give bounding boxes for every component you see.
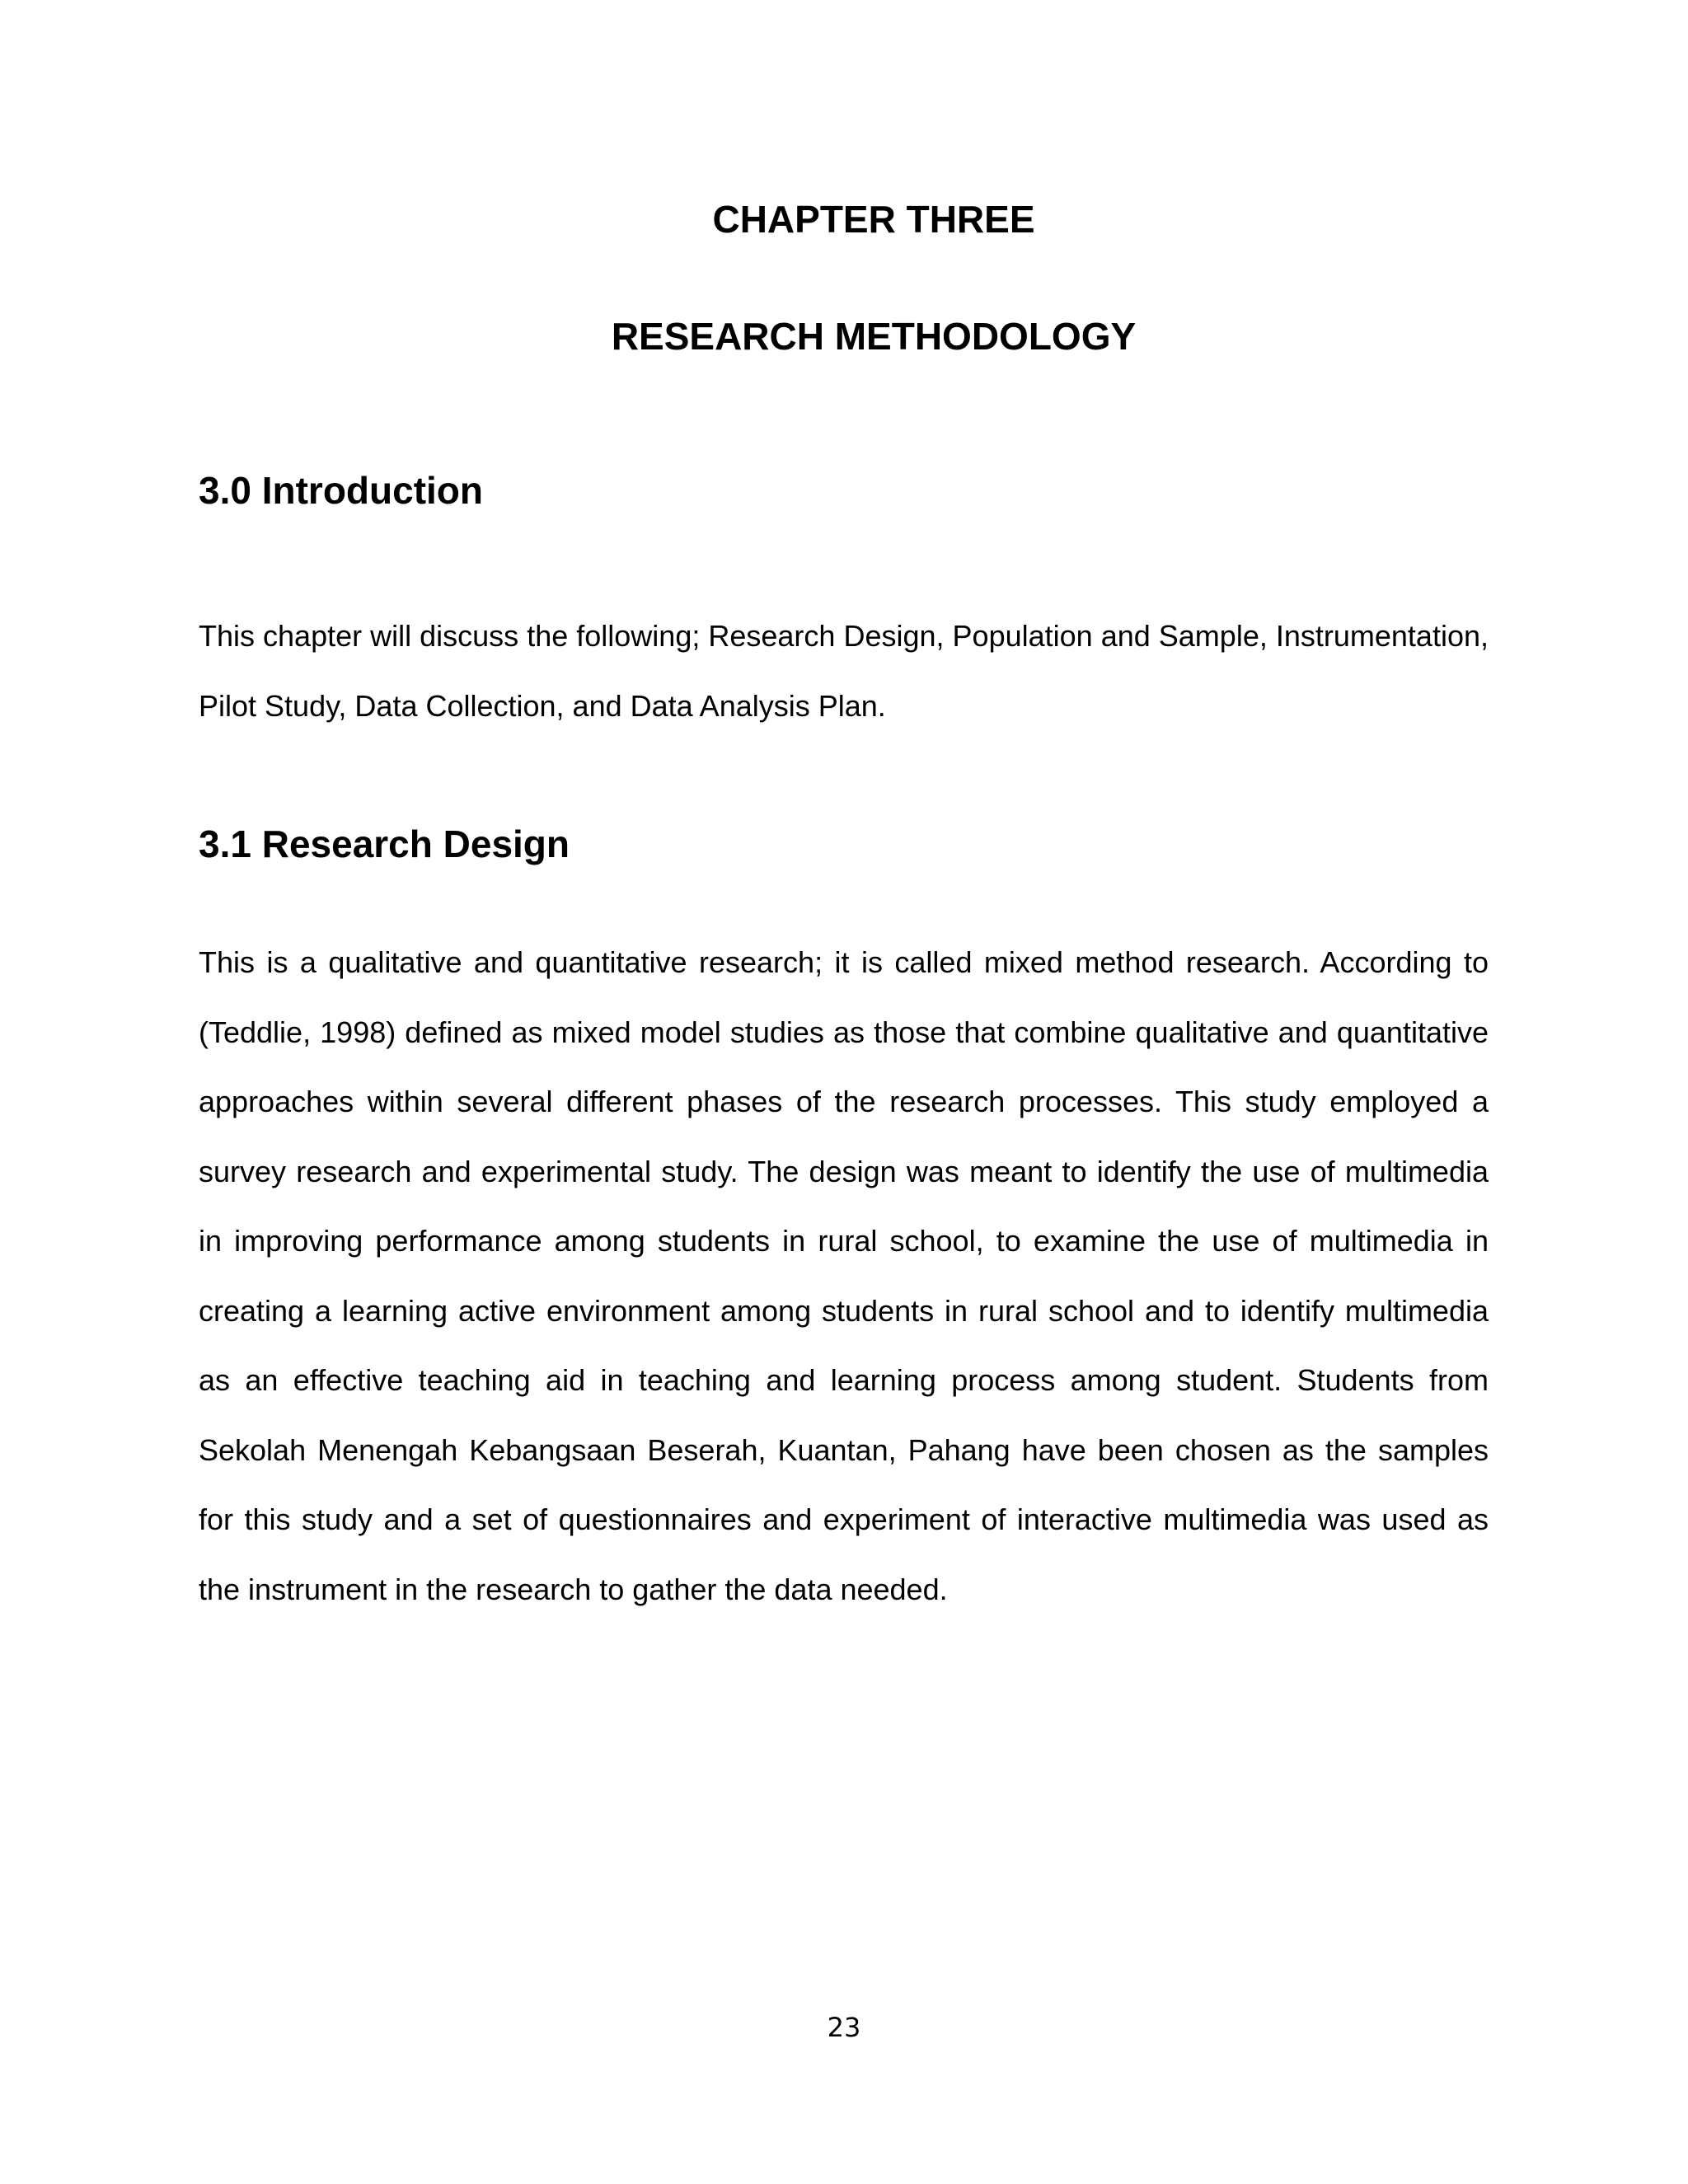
chapter-subtitle: RESEARCH METHODOLOGY [611,315,1137,358]
paragraph-introduction: This chapter will discuss the following; Research Design, Population and Sample, Instrumentation, Pilot Study, Data Collection, and Data Analysis Plan. [199,619,1489,723]
section-heading-research-design: 3.1 Research Design [199,823,570,865]
page-number: 23 [827,2012,861,2043]
paragraph-research-design: This is a qualitative and quantitative research; it is called mixed method research. According to (Teddlie, 1998) defined as mixed model studies as those that combine qualitative and quantitative approaches within several different phases of the research processes. This study employed a survey research and experimental study. The design was meant to identify the use of multimedia in improving performance among students in rural school, to examine the use of multimedia in creating a learning active environment among students in rural school and to identify multimedia as an effective teaching aid in teaching and learning process among student. Students from Sekolah Menengah Kebangsaan Beserah, Kuantan, Pahang have been chosen as the samples for this study and a set of questionnaires and experiment of interactive multimedia was used as the instrument in the research to gather the data needed. [199,945,1489,1606]
section-heading-introduction: 3.0 Introduction [199,469,483,512]
chapter-title: CHAPTER THREE [712,198,1035,241]
